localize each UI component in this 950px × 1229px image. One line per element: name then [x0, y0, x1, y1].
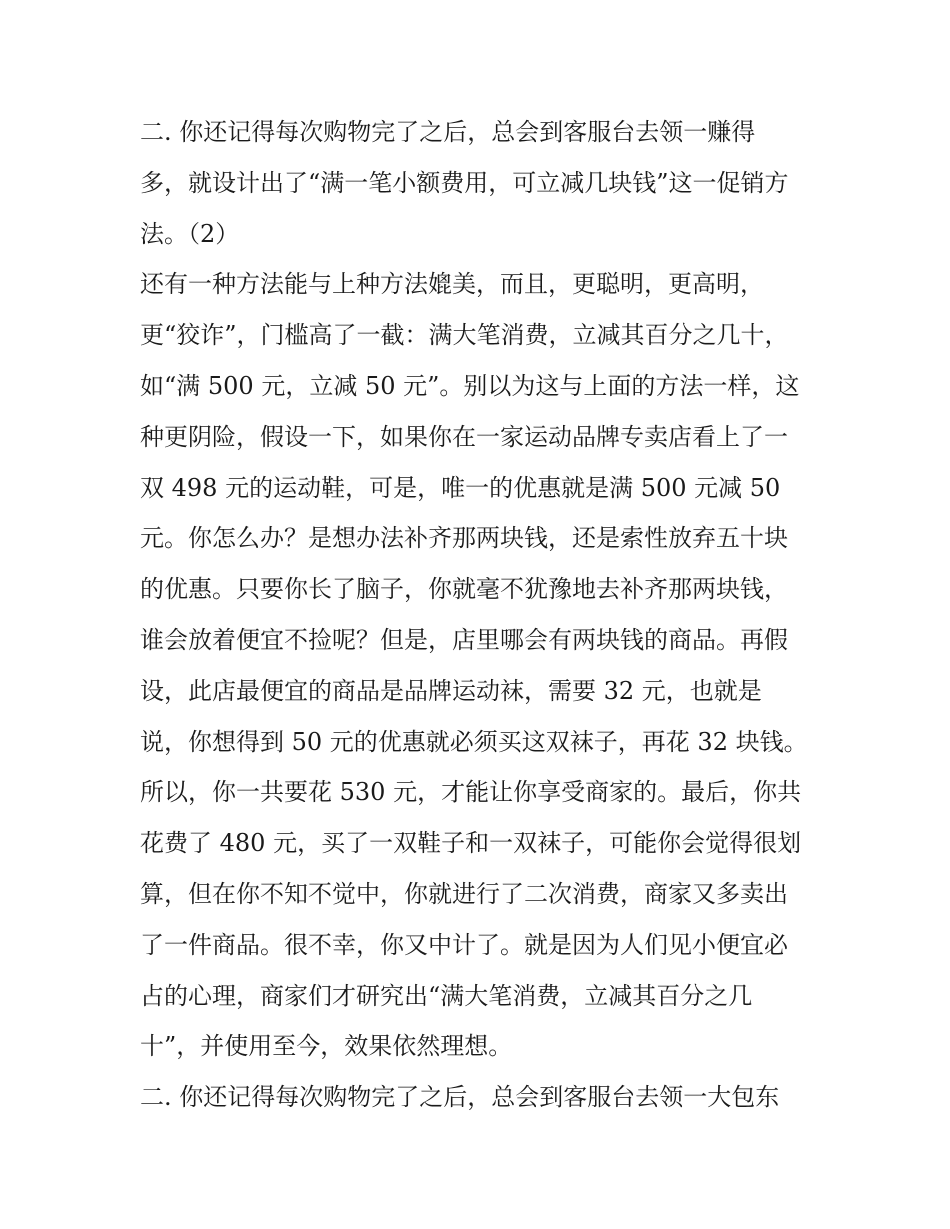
text-line: 占的心理，商家们才研究出“满大笔消费，立减其百分之几: [140, 981, 753, 1010]
text-line: 如“满 500 元，立减 50 元”。别以为这与上面的方法一样，这: [140, 371, 800, 400]
text-line: 花费了 480 元，买了一双鞋子和一双袜子，可能你会觉得很划: [140, 829, 802, 858]
text-line: 二. 你还记得每次购物完了之后，总会到客服台去领一赚得: [140, 118, 756, 146]
text-line: 元。你怎么办？是想办法补齐那两块钱，还是索性放弃五十块: [140, 524, 788, 553]
text-line: 设，此店最便宜的商品是品牌运动袜，需要 32 元，也就是: [140, 676, 762, 705]
text-line: 的优惠。只要你长了脑子，你就毫不犹豫地去补齐那两块钱，: [140, 575, 788, 604]
body-text: [140, 107, 820, 1123]
text-line: 更“狡诈”，门槛高了一截：满大笔消费，立减其百分之几十，: [140, 321, 789, 350]
text-line: 所以，你一共要花 530 元，才能让你享受商家的。最后，你共: [140, 778, 802, 807]
text-line: 十”，并使用至今，效果依然理想。: [140, 1032, 513, 1061]
text-line: 算，但在你不知不觉中，你就进行了二次消费，商家又多卖出: [140, 879, 788, 908]
text-line: 说，你想得到 50 元的优惠就必须买这双袜子，再花 32 块钱。: [140, 727, 808, 756]
text-line: 了一件商品。很不幸，你又中计了。就是因为人们见小便宜必: [140, 930, 788, 959]
text-line: 法。（2）: [140, 219, 240, 248]
text-line: 二. 你还记得每次购物完了之后，总会到客服台去领一大包东: [140, 1083, 780, 1112]
text-line: 多，就设计出了“满一笔小额费用，可立减几块钱”这一促销方: [140, 168, 789, 197]
text-line: 还有一种方法能与上种方法媲美，而且，更聪明，更高明，: [140, 270, 764, 299]
text-line: 双 498 元的运动鞋，可是，唯一的优惠就是满 500 元减 50: [140, 473, 781, 502]
text-line: 种更阴险，假设一下，如果你在一家运动品牌专卖店看上了一: [140, 422, 788, 451]
text-line: 谁会放着便宜不捡呢？但是，店里哪会有两块钱的商品。再假: [140, 625, 788, 654]
